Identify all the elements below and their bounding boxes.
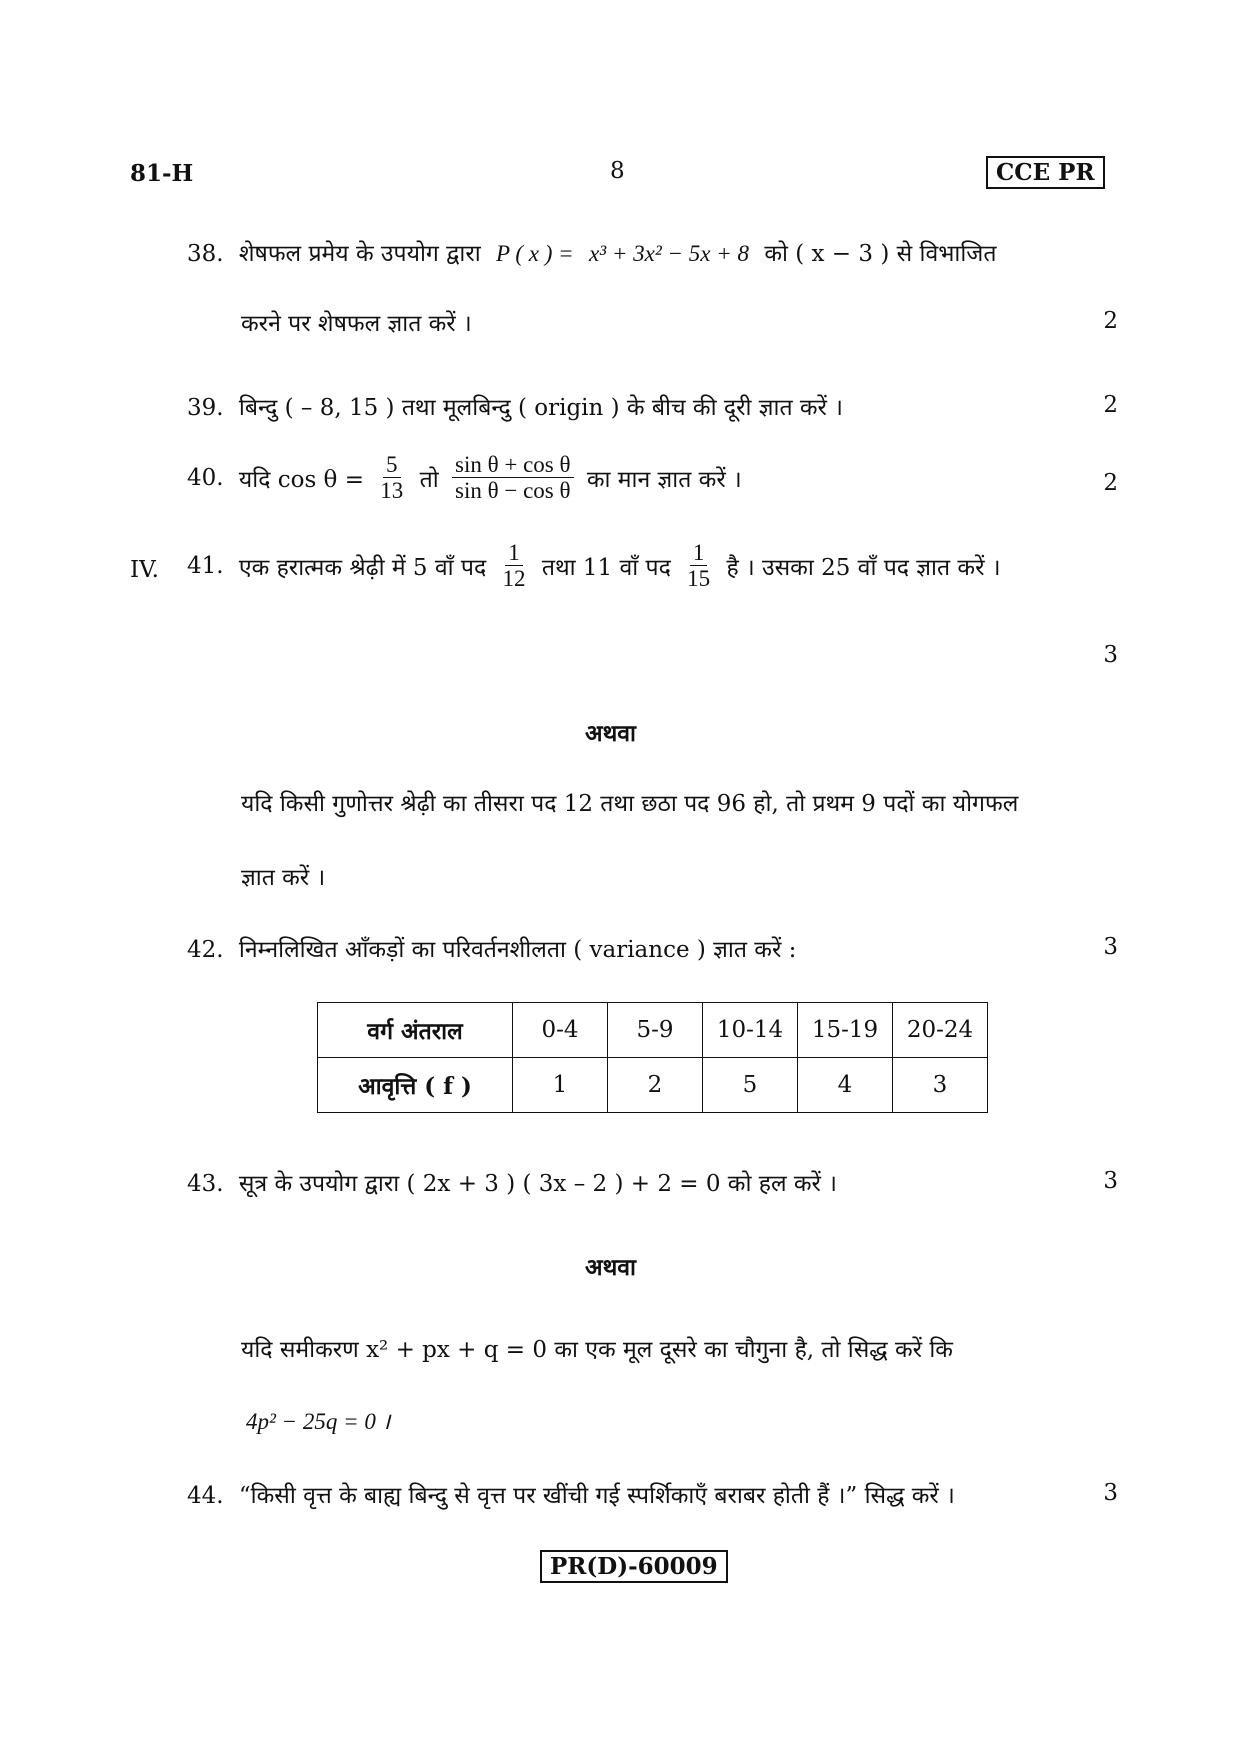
fraction — [500, 540, 529, 592]
question-text: एक हरात्मक श्रेढ़ी में 5 वाँ पद — [238, 554, 487, 581]
table-row-header: वर्ग अंतराल — [318, 1003, 513, 1058]
polynomial-lhs: P ( x ) = — [496, 241, 574, 266]
question-40 — [187, 452, 742, 504]
fraction-numerator: 1 — [690, 540, 708, 566]
fraction-denominator: 15 — [687, 566, 711, 592]
table-cell: 10-14 — [703, 1003, 798, 1058]
marks: 3 — [1103, 1168, 1118, 1194]
table-cell: 2 — [608, 1058, 703, 1113]
marks: 3 — [1103, 642, 1118, 668]
question-43 — [187, 1166, 837, 1198]
fraction-numerator: 5 — [383, 452, 401, 478]
question-number: 38. — [187, 241, 224, 267]
table-cell: 0-4 — [513, 1003, 608, 1058]
fraction-numerator: sin θ + cos θ — [452, 452, 574, 478]
fraction — [377, 452, 406, 504]
fraction-denominator: sin θ − cos θ — [455, 478, 571, 504]
footer-code: PR(D)-60009 — [540, 1550, 728, 1583]
table-cell: 15-19 — [798, 1003, 893, 1058]
table-row — [318, 1058, 988, 1113]
question-text: है । उसका 25 वाँ पद ज्ञात करें । — [726, 554, 1001, 581]
question-text: का मान ज्ञात करें । — [586, 466, 742, 493]
table-cell: 1 — [513, 1058, 608, 1113]
marks: 3 — [1103, 934, 1118, 960]
page-number: 8 — [610, 158, 625, 184]
fraction-denominator: 12 — [502, 566, 526, 592]
question-text: को ( x − 3 ) से विभाजित — [764, 241, 997, 267]
series-badge: CCE PR — [986, 156, 1105, 189]
question-38-continued: करने पर शेषफल ज्ञात करें । — [241, 311, 472, 337]
fraction-numerator: 1 — [505, 540, 523, 566]
table-cell: 4 — [798, 1058, 893, 1113]
marks: 3 — [1103, 1480, 1118, 1506]
marks: 2 — [1103, 470, 1118, 496]
question-38 — [187, 236, 997, 268]
question-41 — [187, 540, 1001, 592]
question-number: 42. — [187, 937, 224, 963]
question-text: निम्नलिखित आँकड़ों का परिवर्तनशीलता ( variance ) ज्ञात करें : — [238, 937, 797, 963]
or-label: अथवा — [585, 1254, 637, 1281]
question-text: शेषफल प्रमेय के उपयोग द्वारा — [238, 241, 481, 267]
question-text: तथा 11 वाँ पद — [541, 554, 671, 581]
table-cell: 5 — [703, 1058, 798, 1113]
question-number: 44. — [187, 1483, 224, 1509]
question-44 — [187, 1478, 955, 1510]
table-cell: 3 — [893, 1058, 988, 1113]
question-number: 40. — [187, 464, 224, 491]
paper-code: 81-H — [130, 160, 194, 187]
alternative-question-43: यदि समीकरण x² + px + q = 0 का एक मूल दूसरे का चौगुना है, तो सिद्ध करें कि — [241, 1337, 953, 1363]
question-39 — [187, 390, 843, 422]
table-row-header: आवृत्ति ( f ) — [318, 1058, 513, 1113]
or-label: अथवा — [585, 720, 637, 747]
table-cell: 20-24 — [893, 1003, 988, 1058]
trig-fraction — [452, 452, 574, 504]
section-label: IV. — [130, 557, 159, 583]
question-text: तो — [419, 466, 439, 493]
alternative-question-41-continued: ज्ञात करें । — [241, 865, 326, 891]
fraction-denominator: 13 — [380, 478, 404, 504]
marks: 2 — [1103, 308, 1118, 334]
question-number: 41. — [187, 552, 224, 579]
fraction — [684, 540, 713, 592]
question-text: सूत्र के उपयोग द्वारा ( 2x + 3 ) ( 3x – 2 ) + 2 = 0 को हल करें । — [238, 1171, 837, 1197]
question-number: 43. — [187, 1171, 224, 1197]
table-cell: 5-9 — [608, 1003, 703, 1058]
question-number: 39. — [187, 395, 224, 421]
question-text: “किसी वृत्त के बाह्य बिन्दु से वृत्त पर खींची गई स्पर्शिकाएँ बराबर होती हैं ।” सिद्ध करें । — [238, 1483, 955, 1509]
polynomial-rhs: x³ + 3x² − 5x + 8 — [589, 241, 749, 266]
question-text: बिन्दु ( – 8, 15 ) तथा मूलबिन्दु ( origin ) के बीच की दूरी ज्ञात करें । — [238, 395, 843, 421]
frequency-table — [317, 1002, 988, 1113]
marks: 2 — [1103, 392, 1118, 418]
table-row — [318, 1003, 988, 1058]
alternative-question-43-equation: 4p² − 25q = 0 । — [246, 1409, 391, 1434]
question-42 — [187, 932, 796, 964]
question-text: यदि cos θ = — [238, 466, 364, 493]
alternative-question-41: यदि किसी गुणोत्तर श्रेढ़ी का तीसरा पद 12 तथा छठा पद 96 हो, तो प्रथम 9 पदों का योगफल — [241, 791, 1019, 817]
